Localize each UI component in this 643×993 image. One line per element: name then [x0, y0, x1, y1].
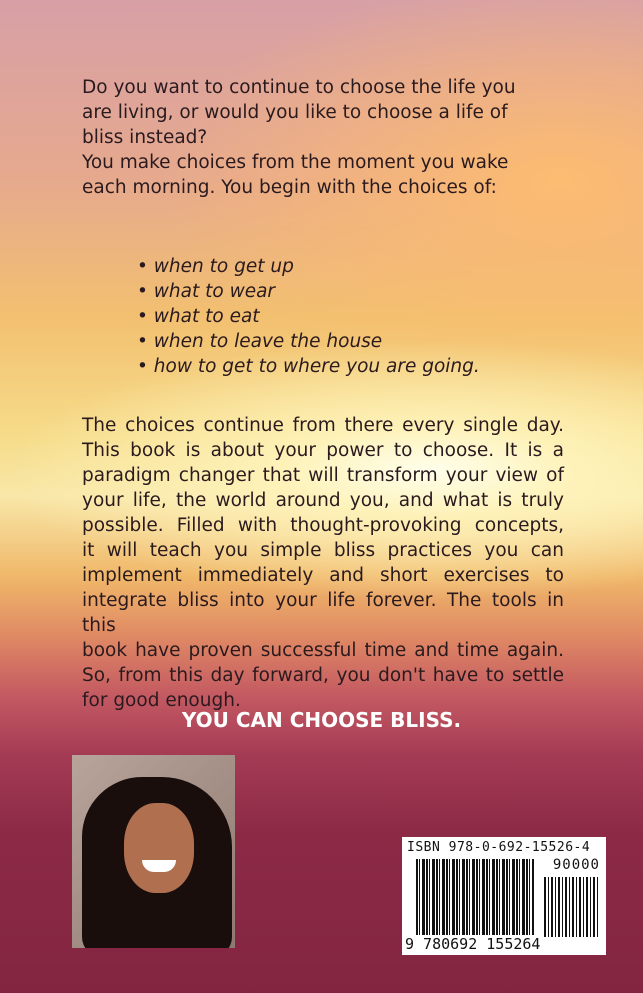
list-item: • when to get up — [137, 254, 480, 279]
text-line: paradigm changer that will transform your view of — [82, 465, 564, 486]
text-line: are living, or would you like to choose a life of — [82, 102, 508, 123]
isbn-text: ISBN 978-0-692-15526-4 — [407, 840, 591, 855]
text-line: The choices continue from there every single day. — [82, 415, 564, 436]
text-line: possible. Filled with thought-provoking concepts, — [82, 515, 564, 536]
tagline: YOU CAN CHOOSE BLISS. — [181, 708, 462, 732]
text-line: So, from this day forward, you don't have to settle — [82, 665, 564, 686]
text-line: it will teach you simple bliss practices you can — [82, 540, 564, 561]
text-line: bliss instead? — [82, 127, 208, 148]
choices-intro-paragraph — [82, 150, 564, 200]
list-item: • how to get to where you are going. — [137, 354, 480, 379]
text-line: integrate bliss into your life forever. The tools in this — [82, 590, 564, 636]
isbn-barcode — [402, 837, 606, 955]
body-paragraph — [82, 413, 564, 713]
text-line: your life, the world around you, and what is truly — [82, 490, 564, 511]
author-face — [124, 803, 194, 893]
text-line: each morning. You begin with the choices of: — [82, 177, 497, 198]
text-line: Do you want to continue to choose the life you — [82, 77, 516, 98]
list-item: • what to wear — [137, 279, 480, 304]
barcode-bars — [416, 859, 534, 937]
choices-list — [137, 254, 480, 379]
list-item: • what to eat — [137, 304, 480, 329]
text-line: for good enough. — [82, 690, 241, 711]
intro-paragraph — [82, 75, 564, 150]
price-code: 90000 — [552, 857, 600, 873]
barcode-number: 9 780692 155264 — [405, 935, 541, 953]
text-line: This book is about your power to choose. It is a — [82, 440, 564, 461]
text-line: You make choices from the moment you wake — [82, 152, 509, 173]
author-photo — [72, 755, 235, 948]
addon-barcode-bars — [544, 877, 598, 937]
text-line: book have proven successful time and time again. — [82, 640, 564, 661]
list-item: • when to leave the house — [137, 329, 480, 354]
text-line: implement immediately and short exercises to — [82, 565, 564, 586]
